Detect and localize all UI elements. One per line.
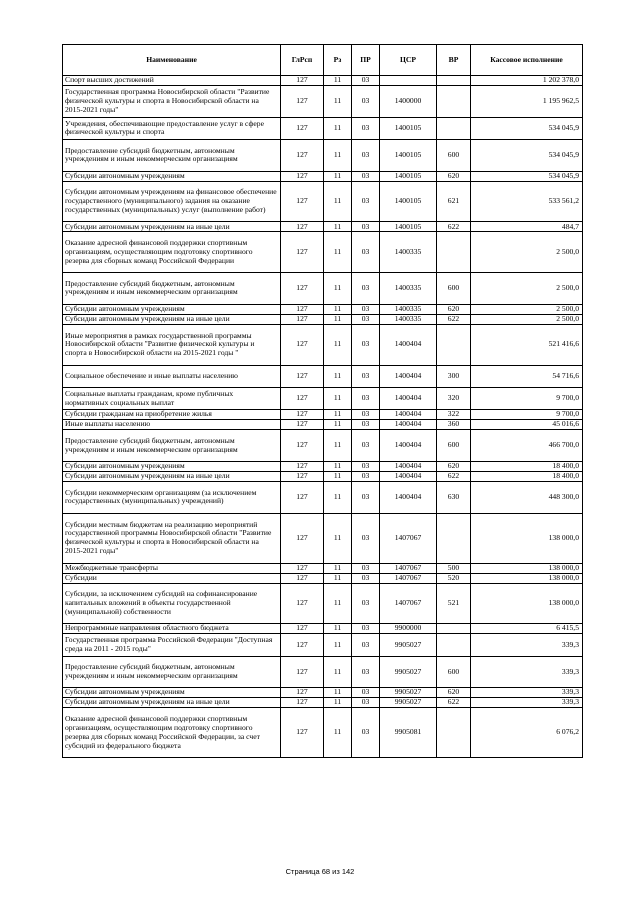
cell-pr: 03 bbox=[352, 86, 380, 118]
cell-vr: 622 bbox=[437, 314, 471, 324]
cell-vr: 630 bbox=[437, 481, 471, 513]
cell-glrsp: 127 bbox=[281, 634, 324, 656]
cell-name: Субсидии местным бюджетам на реализацию мероприятий государственной программы Новосибирской области "Развитие физической культуры и спорта в Новосибирской области на 2015-2021 годы" bbox=[63, 513, 281, 563]
cell-name: Субсидии автономным учреждениям на финансовое обеспечение государственного (муниципального) задания на оказание государственных (муниципальных) услуг (выполнение работ) bbox=[63, 181, 281, 222]
cell-name: Непрограммные направления областного бюджета bbox=[63, 624, 281, 634]
cell-name: Социальные выплаты гражданам, кроме публичных нормативных социальных выплат bbox=[63, 387, 281, 409]
cell-pr: 03 bbox=[352, 461, 380, 471]
cell-pr: 03 bbox=[352, 513, 380, 563]
cell-vr bbox=[437, 232, 471, 273]
cell-rz: 11 bbox=[324, 76, 352, 86]
table-row bbox=[63, 656, 583, 688]
table-row bbox=[63, 634, 583, 656]
cell-glrsp: 127 bbox=[281, 563, 324, 573]
cell-pr: 03 bbox=[352, 222, 380, 232]
cell-csr: 1407067 bbox=[380, 563, 437, 573]
cell-rz: 11 bbox=[324, 410, 352, 420]
cell-name: Субсидии, за исключением субсидий на софинансирование капитальных вложений в объекты государственной (муниципальной) собственности bbox=[63, 583, 281, 624]
cell-glrsp: 127 bbox=[281, 624, 324, 634]
cell-vr: 620 bbox=[437, 304, 471, 314]
table-row bbox=[63, 698, 583, 708]
cell-amount: 1 202 378,0 bbox=[471, 76, 583, 86]
cell-vr: 600 bbox=[437, 656, 471, 688]
cell-amount: 534 045,9 bbox=[471, 117, 583, 139]
cell-glrsp: 127 bbox=[281, 324, 324, 365]
cell-amount: 466 700,0 bbox=[471, 430, 583, 462]
table-row bbox=[63, 171, 583, 181]
cell-name: Субсидии автономным учреждениям bbox=[63, 688, 281, 698]
cell-amount: 533 561,2 bbox=[471, 181, 583, 222]
cell-name: Иные мероприятия в рамках государственной программы Новосибирской области "Развитие физической культуры и спорта в Новосибирской области на 2015-2021 годы " bbox=[63, 324, 281, 365]
cell-amount: 18 400,0 bbox=[471, 461, 583, 471]
table-row bbox=[63, 86, 583, 118]
table-row bbox=[63, 563, 583, 573]
cell-rz: 11 bbox=[324, 634, 352, 656]
table-row bbox=[63, 324, 583, 365]
cell-name: Субсидии автономным учреждениям на иные цели bbox=[63, 314, 281, 324]
cell-amount: 534 045,9 bbox=[471, 171, 583, 181]
cell-rz: 11 bbox=[324, 273, 352, 305]
table-row bbox=[63, 573, 583, 583]
cell-amount: 9 700,0 bbox=[471, 387, 583, 409]
cell-name: Субсидии автономным учреждениям на иные цели bbox=[63, 471, 281, 481]
table-row bbox=[63, 365, 583, 387]
cell-rz: 11 bbox=[324, 430, 352, 462]
cell-glrsp: 127 bbox=[281, 481, 324, 513]
header-name: Наименование bbox=[63, 45, 281, 76]
cell-name: Предоставление субсидий бюджетным, автономным учреждениям и иным некоммерческим организациям bbox=[63, 139, 281, 171]
cell-csr: 9905027 bbox=[380, 634, 437, 656]
cell-glrsp: 127 bbox=[281, 513, 324, 563]
cell-pr: 03 bbox=[352, 481, 380, 513]
cell-rz: 11 bbox=[324, 471, 352, 481]
cell-csr: 1400105 bbox=[380, 117, 437, 139]
cell-amount: 138 000,0 bbox=[471, 573, 583, 583]
cell-amount: 339,3 bbox=[471, 656, 583, 688]
cell-pr: 03 bbox=[352, 624, 380, 634]
cell-csr: 1407067 bbox=[380, 573, 437, 583]
cell-glrsp: 127 bbox=[281, 222, 324, 232]
cell-amount: 484,7 bbox=[471, 222, 583, 232]
cell-csr: 1400105 bbox=[380, 181, 437, 222]
cell-amount: 6 415,5 bbox=[471, 624, 583, 634]
cell-rz: 11 bbox=[324, 698, 352, 708]
cell-csr: 9905027 bbox=[380, 656, 437, 688]
cell-csr: 1400404 bbox=[380, 481, 437, 513]
cell-csr: 1407067 bbox=[380, 513, 437, 563]
table-row bbox=[63, 461, 583, 471]
cell-amount: 2 500,0 bbox=[471, 273, 583, 305]
cell-vr: 320 bbox=[437, 387, 471, 409]
cell-glrsp: 127 bbox=[281, 471, 324, 481]
cell-name: Субсидии автономным учреждениям на иные цели bbox=[63, 222, 281, 232]
cell-csr: 1400404 bbox=[380, 461, 437, 471]
cell-amount: 9 700,0 bbox=[471, 410, 583, 420]
table-row bbox=[63, 304, 583, 314]
cell-vr: 622 bbox=[437, 698, 471, 708]
cell-rz: 11 bbox=[324, 181, 352, 222]
cell-amount: 448 300,0 bbox=[471, 481, 583, 513]
table-header-row bbox=[63, 45, 583, 76]
cell-rz: 11 bbox=[324, 171, 352, 181]
table-row bbox=[63, 222, 583, 232]
cell-pr: 03 bbox=[352, 656, 380, 688]
cell-name: Оказание адресной финансовой поддержки спортивным организациям, осуществляющим подготовку спортивного резерва для сборных команд Российской Федерации bbox=[63, 232, 281, 273]
cell-csr: 1400404 bbox=[380, 430, 437, 462]
cell-glrsp: 127 bbox=[281, 583, 324, 624]
cell-csr: 1400335 bbox=[380, 314, 437, 324]
cell-rz: 11 bbox=[324, 232, 352, 273]
cell-name: Спорт высших достижений bbox=[63, 76, 281, 86]
budget-table bbox=[62, 44, 583, 758]
cell-vr: 322 bbox=[437, 410, 471, 420]
cell-rz: 11 bbox=[324, 117, 352, 139]
cell-vr: 620 bbox=[437, 688, 471, 698]
cell-pr: 03 bbox=[352, 708, 380, 758]
cell-rz: 11 bbox=[324, 573, 352, 583]
cell-rz: 11 bbox=[324, 324, 352, 365]
table-row bbox=[63, 708, 583, 758]
table-row bbox=[63, 624, 583, 634]
table-row bbox=[63, 688, 583, 698]
cell-vr: 620 bbox=[437, 461, 471, 471]
cell-pr: 03 bbox=[352, 471, 380, 481]
cell-rz: 11 bbox=[324, 461, 352, 471]
cell-csr: 9900000 bbox=[380, 624, 437, 634]
table-row bbox=[63, 420, 583, 430]
cell-rz: 11 bbox=[324, 563, 352, 573]
cell-glrsp: 127 bbox=[281, 410, 324, 420]
cell-pr: 03 bbox=[352, 430, 380, 462]
cell-amount: 521 416,6 bbox=[471, 324, 583, 365]
cell-vr bbox=[437, 624, 471, 634]
cell-pr: 03 bbox=[352, 387, 380, 409]
cell-name: Субсидии некоммерческим организациям (за исключением государственных (муниципальных) учреждений) bbox=[63, 481, 281, 513]
cell-pr: 03 bbox=[352, 563, 380, 573]
table-row bbox=[63, 471, 583, 481]
header-vr: ВР bbox=[437, 45, 471, 76]
cell-pr: 03 bbox=[352, 583, 380, 624]
table-row bbox=[63, 481, 583, 513]
cell-glrsp: 127 bbox=[281, 698, 324, 708]
cell-glrsp: 127 bbox=[281, 304, 324, 314]
cell-pr: 03 bbox=[352, 76, 380, 86]
table-row bbox=[63, 139, 583, 171]
cell-pr: 03 bbox=[352, 698, 380, 708]
cell-name: Учреждения, обеспечивающие предоставление услуг в сфере физической культуры и спорта bbox=[63, 117, 281, 139]
cell-name: Социальное обеспечение и иные выплаты населению bbox=[63, 365, 281, 387]
cell-vr: 520 bbox=[437, 573, 471, 583]
cell-rz: 11 bbox=[324, 139, 352, 171]
cell-amount: 339,3 bbox=[471, 634, 583, 656]
cell-pr: 03 bbox=[352, 314, 380, 324]
cell-amount: 339,3 bbox=[471, 698, 583, 708]
table-row bbox=[63, 410, 583, 420]
cell-amount: 1 195 962,5 bbox=[471, 86, 583, 118]
page-number: Страница 68 из 142 bbox=[285, 867, 355, 876]
cell-name: Субсидии bbox=[63, 573, 281, 583]
cell-amount: 6 076,2 bbox=[471, 708, 583, 758]
cell-glrsp: 127 bbox=[281, 273, 324, 305]
cell-name: Государственная программа Новосибирской области "Развитие физической культуры и спорта в Новосибирской области на 2015-2021 годы" bbox=[63, 86, 281, 118]
cell-glrsp: 127 bbox=[281, 171, 324, 181]
cell-rz: 11 bbox=[324, 688, 352, 698]
cell-vr bbox=[437, 76, 471, 86]
table-row bbox=[63, 430, 583, 462]
cell-glrsp: 127 bbox=[281, 573, 324, 583]
table-row bbox=[63, 232, 583, 273]
cell-rz: 11 bbox=[324, 656, 352, 688]
cell-rz: 11 bbox=[324, 708, 352, 758]
cell-amount: 2 500,0 bbox=[471, 232, 583, 273]
cell-glrsp: 127 bbox=[281, 461, 324, 471]
cell-rz: 11 bbox=[324, 624, 352, 634]
header-pr: ПР bbox=[352, 45, 380, 76]
cell-glrsp: 127 bbox=[281, 86, 324, 118]
cell-vr: 600 bbox=[437, 273, 471, 305]
cell-glrsp: 127 bbox=[281, 139, 324, 171]
cell-csr: 1407067 bbox=[380, 583, 437, 624]
table-row bbox=[63, 314, 583, 324]
cell-glrsp: 127 bbox=[281, 656, 324, 688]
cell-vr: 360 bbox=[437, 420, 471, 430]
cell-csr: 1400404 bbox=[380, 365, 437, 387]
cell-name: Предоставление субсидий бюджетным, автономным учреждениям и иным некоммерческим организациям bbox=[63, 656, 281, 688]
cell-vr: 622 bbox=[437, 222, 471, 232]
cell-vr: 621 bbox=[437, 181, 471, 222]
cell-glrsp: 127 bbox=[281, 232, 324, 273]
cell-vr: 500 bbox=[437, 563, 471, 573]
cell-rz: 11 bbox=[324, 583, 352, 624]
cell-pr: 03 bbox=[352, 171, 380, 181]
cell-csr: 1400404 bbox=[380, 324, 437, 365]
cell-csr: 1400105 bbox=[380, 171, 437, 181]
cell-rz: 11 bbox=[324, 314, 352, 324]
cell-vr bbox=[437, 117, 471, 139]
cell-name: Межбюджетные трансферты bbox=[63, 563, 281, 573]
cell-name: Государственная программа Российской Федерации "Доступная среда на 2011 - 2015 годы" bbox=[63, 634, 281, 656]
cell-rz: 11 bbox=[324, 481, 352, 513]
cell-pr: 03 bbox=[352, 232, 380, 273]
cell-rz: 11 bbox=[324, 387, 352, 409]
cell-csr bbox=[380, 76, 437, 86]
cell-csr: 1400105 bbox=[380, 222, 437, 232]
cell-glrsp: 127 bbox=[281, 314, 324, 324]
cell-vr: 300 bbox=[437, 365, 471, 387]
cell-pr: 03 bbox=[352, 304, 380, 314]
cell-rz: 11 bbox=[324, 513, 352, 563]
cell-glrsp: 127 bbox=[281, 420, 324, 430]
table-row bbox=[63, 513, 583, 563]
cell-vr: 600 bbox=[437, 430, 471, 462]
cell-name: Субсидии автономным учреждениям bbox=[63, 171, 281, 181]
cell-pr: 03 bbox=[352, 420, 380, 430]
cell-csr: 1400404 bbox=[380, 410, 437, 420]
header-amount: Кассовое исполнение bbox=[471, 45, 583, 76]
cell-glrsp: 127 bbox=[281, 430, 324, 462]
cell-pr: 03 bbox=[352, 410, 380, 420]
cell-csr: 1400105 bbox=[380, 139, 437, 171]
cell-amount: 18 400,0 bbox=[471, 471, 583, 481]
cell-amount: 138 000,0 bbox=[471, 513, 583, 563]
cell-amount: 2 500,0 bbox=[471, 304, 583, 314]
cell-name: Субсидии автономным учреждениям на иные цели bbox=[63, 698, 281, 708]
table-row bbox=[63, 117, 583, 139]
table-row bbox=[63, 76, 583, 86]
cell-name: Предоставление субсидий бюджетным, автономным учреждениям и иным некоммерческим организациям bbox=[63, 273, 281, 305]
cell-pr: 03 bbox=[352, 139, 380, 171]
cell-amount: 2 500,0 bbox=[471, 314, 583, 324]
cell-csr: 1400335 bbox=[380, 232, 437, 273]
cell-vr: 521 bbox=[437, 583, 471, 624]
cell-amount: 54 716,6 bbox=[471, 365, 583, 387]
cell-glrsp: 127 bbox=[281, 181, 324, 222]
cell-csr: 9905081 bbox=[380, 708, 437, 758]
cell-vr bbox=[437, 634, 471, 656]
header-glrsp: ГлРсп bbox=[281, 45, 324, 76]
cell-rz: 11 bbox=[324, 365, 352, 387]
table-row bbox=[63, 273, 583, 305]
cell-amount: 339,3 bbox=[471, 688, 583, 698]
cell-pr: 03 bbox=[352, 181, 380, 222]
cell-glrsp: 127 bbox=[281, 76, 324, 86]
cell-vr bbox=[437, 86, 471, 118]
cell-csr: 9905027 bbox=[380, 688, 437, 698]
cell-name: Оказание адресной финансовой поддержки спортивным организациям, осуществляющим подготовку спортивного резерва для сборных команд Российской Федерации, за счет субсидий из федерального бюджета bbox=[63, 708, 281, 758]
cell-name: Субсидии гражданам на приобретение жилья bbox=[63, 410, 281, 420]
cell-vr: 600 bbox=[437, 139, 471, 171]
cell-pr: 03 bbox=[352, 573, 380, 583]
cell-csr: 1400404 bbox=[380, 471, 437, 481]
cell-glrsp: 127 bbox=[281, 365, 324, 387]
cell-name: Предоставление субсидий бюджетным, автономным учреждениям и иным некоммерческим организациям bbox=[63, 430, 281, 462]
cell-amount: 138 000,0 bbox=[471, 583, 583, 624]
cell-vr: 622 bbox=[437, 471, 471, 481]
cell-csr: 9905027 bbox=[380, 698, 437, 708]
cell-vr: 620 bbox=[437, 171, 471, 181]
cell-pr: 03 bbox=[352, 324, 380, 365]
table-row bbox=[63, 387, 583, 409]
cell-name: Иные выплаты населению bbox=[63, 420, 281, 430]
cell-glrsp: 127 bbox=[281, 688, 324, 698]
cell-vr bbox=[437, 513, 471, 563]
header-rz: Рз bbox=[324, 45, 352, 76]
cell-amount: 45 016,6 bbox=[471, 420, 583, 430]
cell-csr: 1400404 bbox=[380, 387, 437, 409]
cell-glrsp: 127 bbox=[281, 708, 324, 758]
cell-vr bbox=[437, 708, 471, 758]
cell-name: Субсидии автономным учреждениям bbox=[63, 304, 281, 314]
cell-csr: 1400335 bbox=[380, 273, 437, 305]
cell-glrsp: 127 bbox=[281, 387, 324, 409]
cell-pr: 03 bbox=[352, 634, 380, 656]
cell-pr: 03 bbox=[352, 688, 380, 698]
table-row bbox=[63, 181, 583, 222]
cell-pr: 03 bbox=[352, 117, 380, 139]
cell-csr: 1400335 bbox=[380, 304, 437, 314]
cell-pr: 03 bbox=[352, 365, 380, 387]
cell-vr bbox=[437, 324, 471, 365]
cell-amount: 138 000,0 bbox=[471, 563, 583, 573]
cell-rz: 11 bbox=[324, 222, 352, 232]
cell-rz: 11 bbox=[324, 304, 352, 314]
cell-pr: 03 bbox=[352, 273, 380, 305]
cell-name: Субсидии автономным учреждениям bbox=[63, 461, 281, 471]
cell-csr: 1400000 bbox=[380, 86, 437, 118]
table-row bbox=[63, 583, 583, 624]
cell-glrsp: 127 bbox=[281, 117, 324, 139]
cell-csr: 1400404 bbox=[380, 420, 437, 430]
cell-rz: 11 bbox=[324, 86, 352, 118]
header-csr: ЦСР bbox=[380, 45, 437, 76]
cell-amount: 534 045,9 bbox=[471, 139, 583, 171]
cell-rz: 11 bbox=[324, 420, 352, 430]
